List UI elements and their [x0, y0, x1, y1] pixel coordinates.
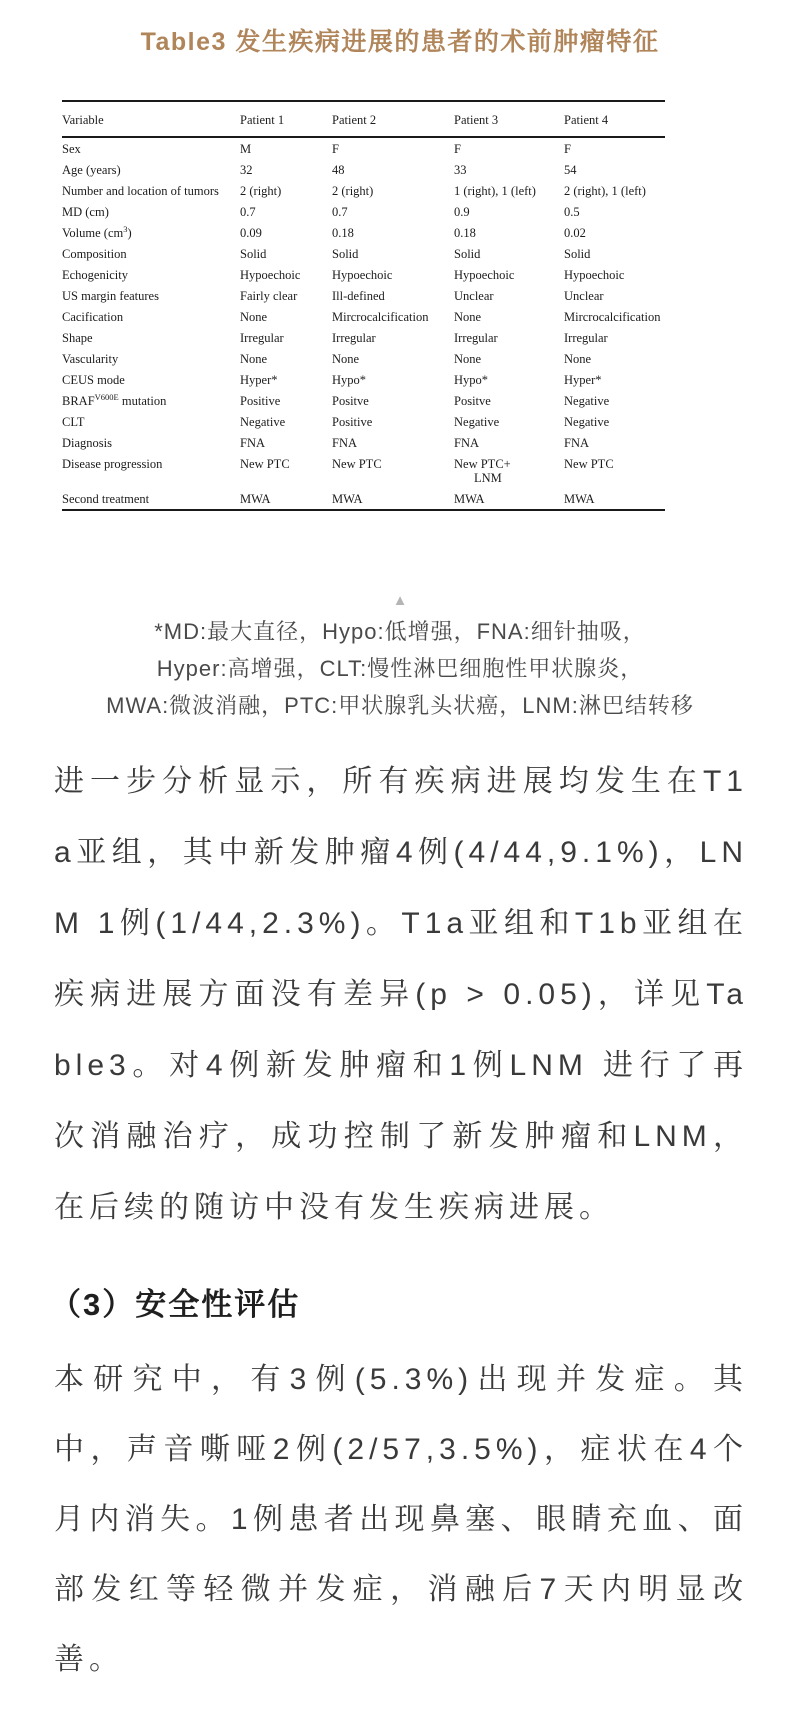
table-cell: M	[240, 142, 252, 156]
row-label: Shape	[62, 331, 93, 345]
row-label: CLT	[62, 415, 85, 429]
footnote-line-1: *MD:最大直径，Hypo:低增强，FNA:细针抽吸，	[154, 619, 646, 644]
table-row	[62, 180, 665, 201]
table-cell: MWA	[332, 492, 363, 506]
table-row	[62, 453, 665, 488]
table-cell: 2 (right)	[240, 184, 282, 198]
table-row	[62, 369, 665, 390]
footnote-line-3: MWA:微波消融，PTC:甲状腺乳头状癌，LNM:淋巴结转移	[106, 693, 694, 718]
row-label: CEUS mode	[62, 373, 125, 387]
row-label: Composition	[62, 247, 127, 261]
table-cell: None	[454, 310, 482, 324]
table-header	[62, 101, 665, 137]
table-cell: 2 (right), 1 (left)	[564, 184, 646, 198]
table-cell: Hypo*	[332, 373, 367, 387]
row-label: $BRAF^{V600E}$ mutation	[62, 391, 167, 408]
row-label: Second treatment	[62, 492, 150, 506]
table-cell: 33	[454, 163, 467, 177]
table-cell: New PTC	[564, 457, 614, 471]
row-label: Cacification	[62, 310, 124, 324]
table-cell: 2 (right)	[332, 184, 374, 198]
table-cell: Positive	[332, 415, 373, 429]
table-cell: Positive	[240, 394, 281, 408]
patients-table	[62, 100, 665, 511]
table-cell: FNA	[332, 436, 358, 450]
table-cell: MWA	[564, 492, 595, 506]
table-cell: Ill-defined	[332, 289, 385, 303]
column-header-variable: Variable	[62, 113, 104, 127]
table-cell: FNA	[240, 436, 266, 450]
table-cell: 0.7	[240, 205, 256, 219]
section-heading-safety: （3）安全性评估	[50, 1287, 301, 1322]
table-row	[62, 488, 665, 510]
patients-table-figure	[62, 100, 665, 511]
table-cell: Solid	[564, 247, 591, 261]
table-cell: Negative	[564, 415, 610, 429]
table-cell: Solid	[332, 247, 359, 261]
table-caption: Table3 发生疾病进展的患者的术前肿瘤特征	[140, 28, 660, 56]
table-cell: Mircrocalcification	[332, 310, 429, 324]
table-cell: 1 (right), 1 (left)	[454, 184, 536, 198]
table-cell: Hypo*	[454, 373, 489, 387]
row-label: Vascularity	[62, 352, 119, 366]
table-cell: 0.5	[564, 205, 580, 219]
row-label: Echogenicity	[62, 268, 128, 282]
table-cell: FNA	[564, 436, 590, 450]
table-cell: Fairly clear	[240, 289, 298, 303]
table-row	[62, 201, 665, 222]
table-body	[62, 137, 665, 510]
table-cell: Hyper*	[564, 373, 602, 387]
table-cell: MWA	[454, 492, 485, 506]
table-cell: Negative	[454, 415, 500, 429]
table-cell: 0.18	[332, 226, 354, 240]
table-cell: Hypoechoic	[454, 268, 515, 282]
column-header-patient: Patient 1	[240, 113, 285, 127]
table-cell: New PTC+ LNM	[454, 457, 511, 485]
table-row	[62, 411, 665, 432]
table-cell: FNA	[454, 436, 480, 450]
table-row	[62, 327, 665, 348]
table-header-row	[62, 101, 665, 137]
table-cell: Irregular	[240, 331, 284, 345]
table-footnote	[0, 613, 800, 724]
collapse-triangle-icon: ▲	[392, 592, 408, 609]
table-row	[62, 432, 665, 453]
row-label: Disease progression	[62, 457, 163, 471]
table-cell: 32	[240, 163, 253, 177]
table-cell: MWA	[240, 492, 271, 506]
row-label: Sex	[62, 142, 81, 156]
table-cell: Solid	[454, 247, 481, 261]
table-row	[62, 222, 665, 243]
table-cell: Unclear	[564, 289, 604, 303]
table-cell: 0.09	[240, 226, 262, 240]
row-label: Number and location of tumors	[62, 184, 219, 198]
table-cell: New PTC	[240, 457, 290, 471]
table-cell: Irregular	[454, 331, 498, 345]
table-cell: 0.7	[332, 205, 348, 219]
table-cell: Solid	[240, 247, 267, 261]
footnote-line-2: Hyper:高增强，CLT:慢性淋巴细胞性甲状腺炎，	[156, 656, 644, 681]
paragraph-progression-analysis: 进一步分析显示，所有疾病进展均发生在T1a亚组，其中新发肿瘤4例(4/44,9.1%)，LNM 1例(1/44,2.3%)。T1a亚组和T1b亚组在疾病进展方面没有差异(p > 0.05)，详见Table3。对4例新发肿瘤和1例LNM 进行了再次消融治疗，成功控制了新发肿瘤和LNM，在后续的随访中没有发生疾病进展。	[54, 765, 748, 1224]
table-cell: Hypoechoic	[564, 268, 625, 282]
table-cell: Irregular	[332, 331, 376, 345]
row-label: Age (years)	[62, 163, 121, 177]
table-cell: Hyper*	[240, 373, 278, 387]
table-cell: 0.02	[564, 226, 586, 240]
table-cell: Positve	[332, 394, 369, 408]
table-cell: F	[332, 142, 339, 156]
table-cell: None	[240, 352, 268, 366]
table-cell: None	[332, 352, 360, 366]
table-cell: Hypoechoic	[332, 268, 393, 282]
table-cell: Mircrocalcification	[564, 310, 661, 324]
column-header-patient: Patient 4	[564, 113, 609, 127]
row-label: US margin features	[62, 289, 159, 303]
row-label: MD (cm)	[62, 205, 109, 219]
table-cell: 54	[564, 163, 577, 177]
table-cell: F	[454, 142, 461, 156]
table-row	[62, 264, 665, 285]
table-cell: 0.18	[454, 226, 476, 240]
table-cell: F	[564, 142, 571, 156]
table-row	[62, 243, 665, 264]
row-label: Diagnosis	[62, 436, 112, 450]
table-cell: Unclear	[454, 289, 494, 303]
table-row	[62, 390, 665, 411]
table-cell: 0.9	[454, 205, 470, 219]
table-row	[62, 306, 665, 327]
paragraph-safety-assessment: 本研究中，有3例(5.3%)出现并发症。其中，声音嘶哑2例(2/57,3.5%)，症状在4个月内消失。1例患者出现鼻塞、眼睛充血、面部发红等轻微并发症，消融后7天内明显改善。	[54, 1363, 748, 1676]
row-label: Volume $(cm^3)$	[62, 223, 132, 240]
column-header-patient: Patient 2	[332, 113, 377, 127]
table-cell: Irregular	[564, 331, 608, 345]
table-row	[62, 348, 665, 369]
table-row	[62, 159, 665, 180]
table-cell: Hypoechoic	[240, 268, 301, 282]
column-header-patient: Patient 3	[454, 113, 499, 127]
table-cell: Positve	[454, 394, 491, 408]
table-cell: 48	[332, 163, 345, 177]
table-cell: None	[240, 310, 268, 324]
table-row	[62, 137, 665, 159]
table-cell: Negative	[564, 394, 610, 408]
table-row	[62, 285, 665, 306]
table-cell: None	[454, 352, 482, 366]
table-cell: None	[564, 352, 592, 366]
table-cell: New PTC	[332, 457, 382, 471]
table-cell: Negative	[240, 415, 286, 429]
